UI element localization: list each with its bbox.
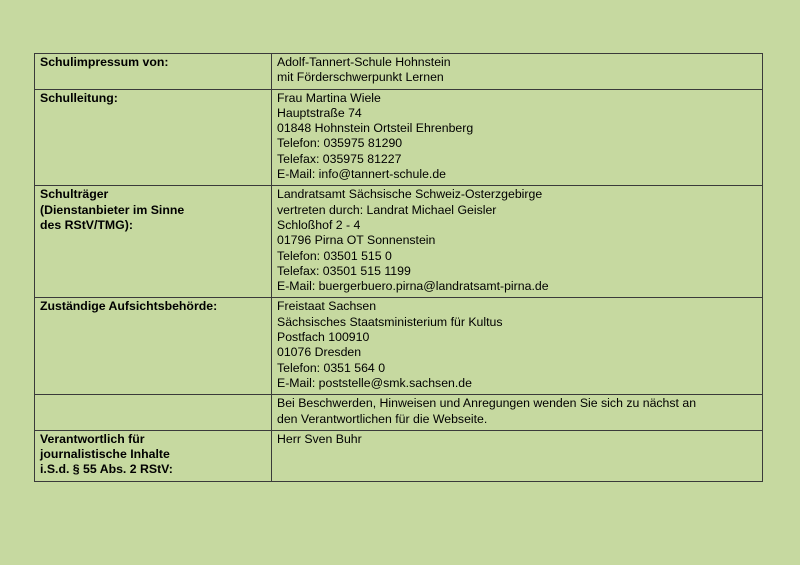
label-cell xyxy=(35,186,272,298)
street-address: Schloßhof 2 - 4 xyxy=(277,217,361,232)
label-cell xyxy=(35,395,272,431)
contact-name: Frau Martina Wiele xyxy=(277,90,381,105)
value-cell xyxy=(272,298,763,395)
representative: vertreten durch: Landrat Michael Geisler xyxy=(277,202,497,217)
state-name: Freistaat Sachsen xyxy=(277,299,377,314)
ministry-name: Sächsisches Staatsministerium für Kultus xyxy=(277,314,503,329)
row-label: Schulimpressum von: xyxy=(40,55,169,69)
fax-number: Telefax: 035975 81227 xyxy=(277,151,402,166)
row-label: des RStV/TMG): xyxy=(40,217,133,232)
phone-number: Telefon: 0351 564 0 xyxy=(277,360,386,375)
postal-city: 01796 Pirna OT Sonnenstein xyxy=(277,233,436,248)
email-address[interactable]: E-Mail: info@tannert-schule.de xyxy=(277,167,447,182)
label-cell xyxy=(35,430,272,481)
value-cell xyxy=(272,89,763,186)
fax-number: Telefax: 03501 515 1199 xyxy=(277,263,411,278)
table-row-school-imprint xyxy=(35,54,763,90)
phone-number: Telefon: 035975 81290 xyxy=(277,136,403,151)
table-row-school-sponsor xyxy=(35,186,763,298)
label-cell xyxy=(35,298,272,395)
table-row-responsible-editor xyxy=(35,430,763,481)
row-label: Schulleitung: xyxy=(40,90,118,105)
imprint-table xyxy=(34,53,763,482)
complaints-note-text: den Verantwortlichen für die Webseite. xyxy=(277,411,488,426)
value-cell xyxy=(272,54,763,90)
value-cell xyxy=(272,186,763,298)
row-label: Schulträger xyxy=(40,187,109,202)
table-row-complaints-note xyxy=(35,395,763,431)
row-label: journalistische Inhalte xyxy=(40,447,170,462)
school-focus: mit Förderschwerpunkt Lernen xyxy=(277,70,444,85)
row-label: (Dienstanbieter im Sinne xyxy=(40,202,185,217)
complaints-note-text: Bei Beschwerden, Hinweisen und Anregungen wenden Sie sich zu nächst an xyxy=(277,396,697,411)
value-cell xyxy=(272,395,763,431)
email-address[interactable]: E-Mail: poststelle@smk.sachsen.de xyxy=(277,375,472,390)
street-address: Hauptstraße 74 xyxy=(277,105,362,120)
row-label: Verantwortlich für xyxy=(40,431,145,446)
label-cell xyxy=(35,54,272,90)
row-label: i.S.d. § 55 Abs. 2 RStV: xyxy=(40,462,173,477)
po-box: Postfach 100910 xyxy=(277,330,370,345)
organisation-name: Landratsamt Sächsische Schweiz-Osterzgebirge xyxy=(277,187,543,202)
table-row-supervisory-authority xyxy=(35,298,763,395)
school-name: Adolf-Tannert-Schule Hohnstein xyxy=(277,55,451,69)
label-cell xyxy=(35,89,272,186)
table-row-school-management xyxy=(35,89,763,186)
phone-number: Telefon: 03501 515 0 xyxy=(277,248,392,263)
postal-city: 01848 Hohnstein Ortsteil Ehrenberg xyxy=(277,121,474,136)
value-cell xyxy=(272,430,763,481)
email-address[interactable]: E-Mail: buergerbuero.pirna@landratsamt-pirna.de xyxy=(277,279,549,294)
postal-city: 01076 Dresden xyxy=(277,345,362,360)
responsible-person: Herr Sven Buhr xyxy=(277,431,362,446)
row-label: Zuständige Aufsichtsbehörde: xyxy=(40,299,218,314)
